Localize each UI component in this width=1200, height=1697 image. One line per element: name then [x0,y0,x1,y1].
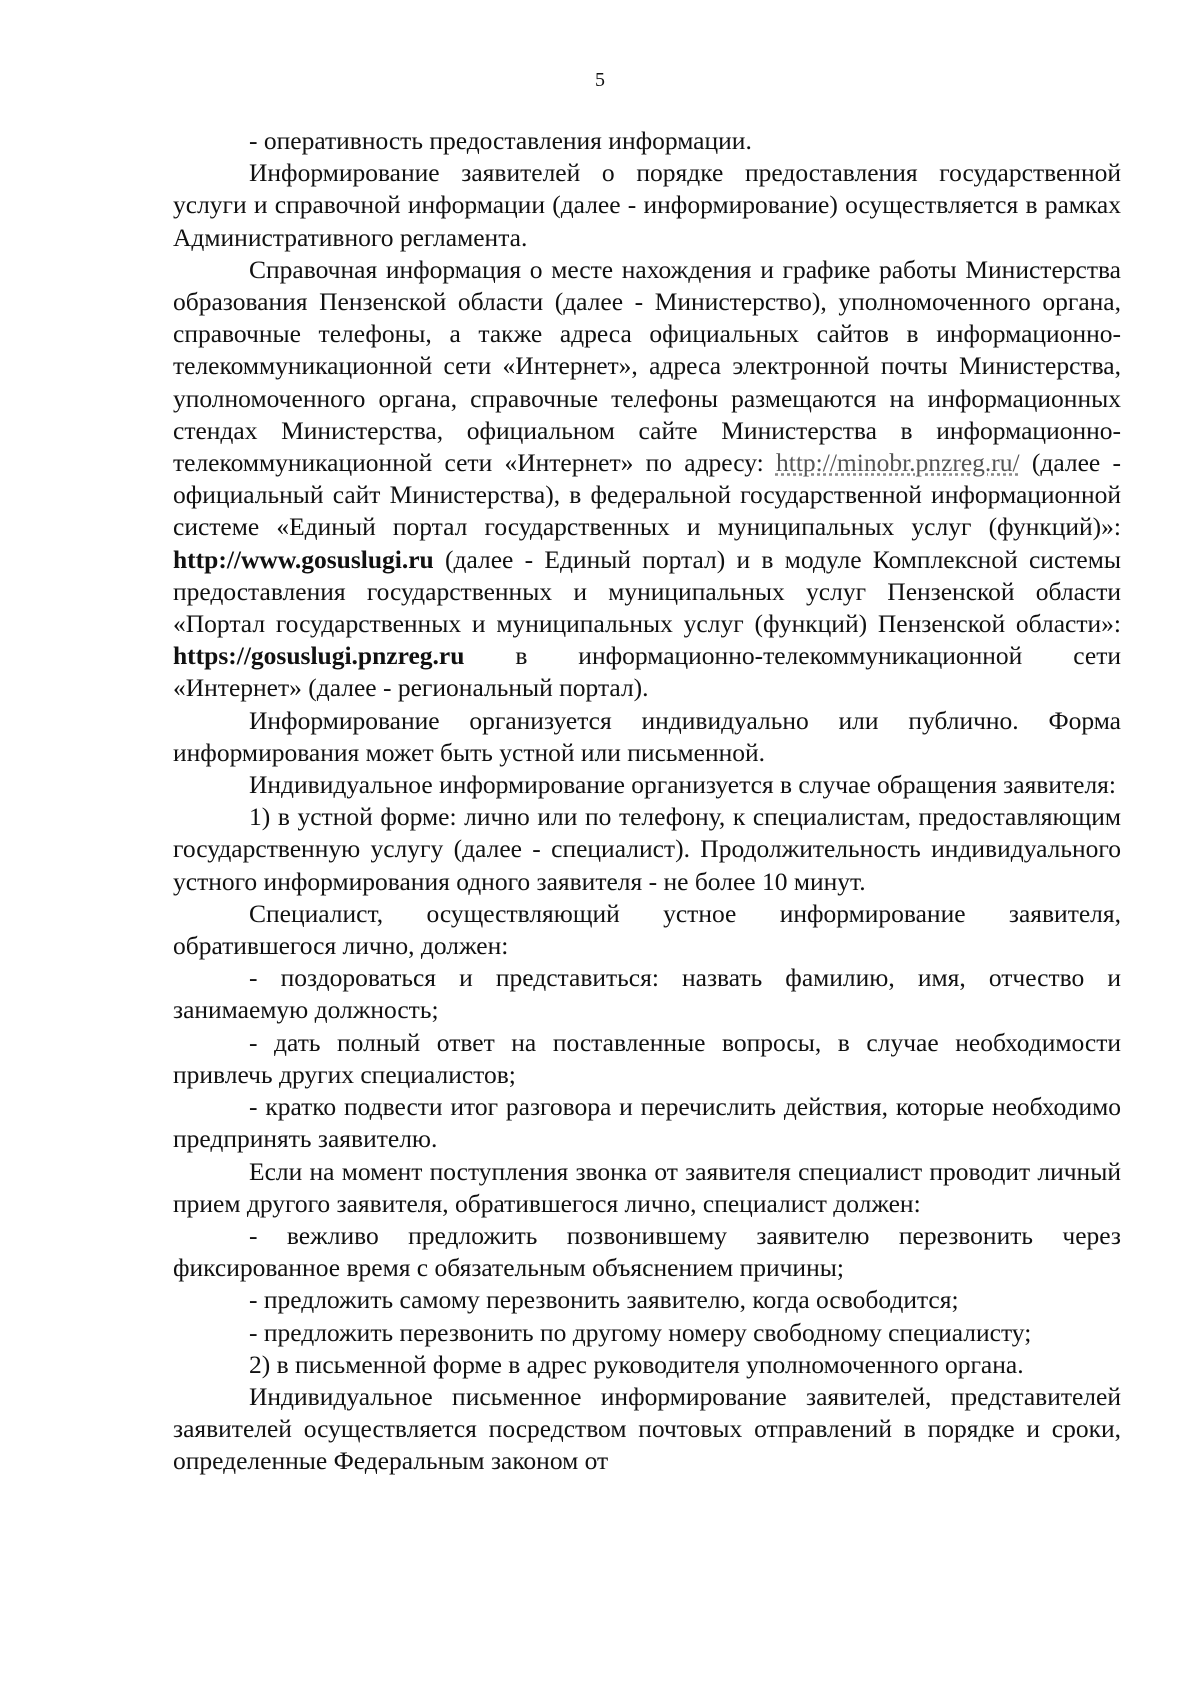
paragraph-other-number: - предложить перезвонить по другому номеру свободному специалисту; [249,1317,1032,1347]
paragraph-reference-info [173,254,1121,705]
paragraph-call-back-later: - вежливо предложить позвонившему заявителю перезвонить через фиксированное время с обязательным объяснением причины; [173,1220,1121,1283]
paragraph-full-answer: - дать полный ответ на поставленные вопросы, в случае необходимости привлечь других специалистов; [173,1027,1121,1089]
paragraph-written-form: 2) в письменной форме в адрес руководителя уполномоченного органа. [249,1349,1024,1379]
paragraph-informing-forms: Информирование организуется индивидуально или публично. Форма информирования может быть устной или письменной. [173,705,1121,767]
paragraph-offer-callback: - предложить самому перезвонить заявителю, когда освободится; [249,1285,959,1315]
paragraph-call-during-reception: Если на момент поступления звонка от заявителя специалист проводит личный прием другого заявителя, обратившегося лично, специалист должен: [173,1156,1121,1218]
reference-text-part-3: (далее - Единый портал) и в модуле Комплексной системы предоставления государственных и муниципальных услуг Пензенской области «Портал государственных и муниципальных услуг (функций) Пензенской области»: [173,544,1121,639]
paragraph-oral-form: 1) в устной форме: лично или по телефону, к специалистам, предоставляющим государственную услугу (далее - специалист). Продолжительность индивидуального устного информирования одного заявителя - не более 10 минут. [173,802,1121,896]
paragraph-individual-informing: Индивидуальное информирование организуется в случае обращения заявителя: [249,770,1116,800]
document-body [173,125,1121,1478]
reference-text-part-4: в информационно-телекоммуникационной сети «Интернет» (далее - региональный портал). [173,641,1121,703]
reference-text-part-1: Справочная информация о месте нахождения и графике работы Министерства образования Пензенской области (далее - Министерство), уполномоченного органа, справочные телефоны, а также адреса официальных сайтов в информационно-телекоммуникационной сети «Интернет», адреса электронной почты Министерства, уполномоченного органа, справочные телефоны размещаются на информационных стендах Министерства, официальном сайте Министерства в информационно-телекоммуникационной сети «Интернет» по адресу: [173,254,1121,478]
paragraph-greet: - поздороваться и представиться: назвать фамилию, имя, отчество и занимаемую должность; [173,963,1121,1025]
page-number: 5 [595,69,605,91]
paragraph-specialist-duties: Специалист, осуществляющий устное информирование заявителя, обратившегося лично, должен: [173,898,1121,961]
paragraph-efficiency: - оперативность предоставления информации. [249,126,752,155]
regional-portal-link[interactable]: https://gosuslugi.pnzreg.ru [173,641,465,671]
paragraph-informing-definition: Информирование заявителей о порядке предоставления государственной услуги и справочной информации (далее - информирование) осуществляется в рамках Административного регламента. [173,158,1121,252]
minobr-link[interactable]: http://minobr.pnzreg.ru/ [775,448,1020,478]
paragraph-written-informing: Индивидуальное письменное информирование заявителей, представителей заявителей осуществляется посредством почтовых отправлений в порядке и сроки, определенные Федеральным законом от [173,1381,1121,1476]
reference-text-part-2: (далее - официальный сайт Министерства), в федеральной государственной информационной системе «Единый портал государственных и муниципальных услуг (функций)»: [173,448,1121,542]
paragraph-summarize: - кратко подвести итог разговора и перечислить действия, которые необходимо предпринять заявителю. [173,1092,1121,1154]
gosuslugi-link[interactable]: http://www.gosuslugi.ru [173,544,434,574]
